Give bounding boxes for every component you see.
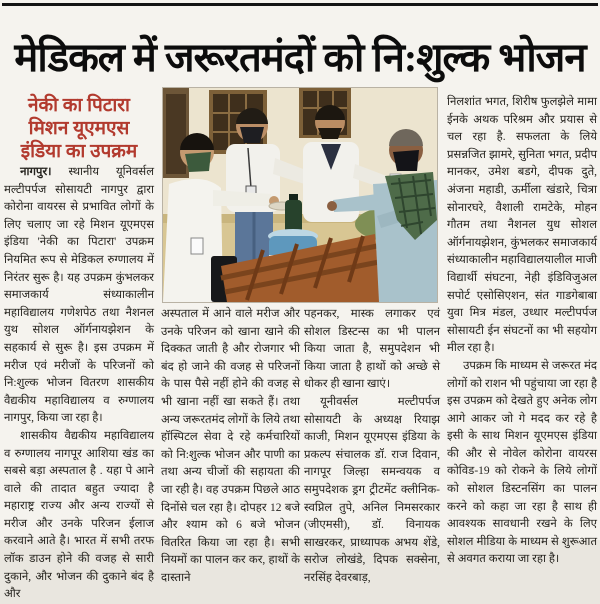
- column1-paragraph-2: शासकीय वैद्यकीय महाविद्यालय व रुग्णालय नागपूर आशिया खंड का सबसे बड़ा अस्पताल है . यहा पे आने वाले की तादात बहुत ज्यादा है महाराष्ट्र राज्य और अन्य राज्यों से मरीज और उनके परिजन ईलाज करवाने आते है। भारत में सभी तरफ लॉक डाउन होने की वजह से सारी दुकाने, और भोजन की दुकाने बंद है और: [4, 429, 154, 601]
- column4-paragraph-1: निलशांत भगत, शिरीष फुलझेले मामा ईनके अथक परिश्रम और प्रयास से चल रहा है. सफलता के लिये प्रसन्नजित झामरे, सुनिता भगत, प्रदीप मानकर, उमेश बडगे, दीपक दुते, अंजना महाडी, ऊर्मीला खंडारे, चित्रा सोनारघरे, वैशाली रामटेके, मोहन गौतम तथा नैशनल युध सोशल ऑर्गनायझेशन, कुंभलकर समाजकार्य संध्याकालीन महाविद्यालयालील माजी विद्यार्थी संघटना, नेही इंडिविजुअल सपोर्ट एसोसिएशन, संत गाडगेबाबा युवा मित्र मंडल, उध्धार मल्टीपर्पज सोसायटी ईन संघटनों का भी सहयोग मील रहा है।: [447, 96, 597, 355]
- column3-paragraph-2: यूनीवर्सल मल्टीपर्पज सोसायटी के अध्यक्ष रियाझ काजी, मिशन यूएमएस इंडिया के प्रकल्प संचालक डॉ. राज दिवान, नागपूर जिल्हा समन्वयक व समुपदेशक ड्रग ट्रीटमेंट क्लीनिक- स्वप्निल तुपे, अनिल निमसरकार (जीएमसी), डॉ. विनायक साखरकर, प्राध्यापक अभय शेंडे, सरोज लोखंडे, दिपक सक्सेना, नरसिंह देवरबाड़,: [304, 395, 440, 584]
- top-rule: [2, 3, 598, 6]
- column1-paragraph-1: स्थानीय यूनिवर्सल मल्टीपर्पज सोसायटी नागपुर द्वारा कोरोना वायरस से प्रभावित लोगों के लिए चलाए जा रहे मिशन यूएमएस इंडिया 'नेकी का पिटारा' उपक्रम नियमित रूप से मेडिकल रुग्णालय में निरंतर सुरू है। यह उपक्रम कुंभलकर समाजकार्य संध्याकालीन महाविद्यालय गणेशपेठ तथा नैशनल युथ सोशल ऑर्गनायझेशन के सहकार्य से सुरू है। इस उपक्रम में मरीज एवं मरीजों के परिजनों को नि:शुल्क भोजन वितरण शासकीय वैद्यकीय महाविद्यालय व रुग्णालय नागपुर, किया जा रहा है।: [4, 166, 154, 425]
- article-column-2: [161, 306, 300, 588]
- article-column-1: [4, 164, 154, 604]
- column2-paragraph-1: अस्पताल में आने वाले मरीज और उनके परिजन को खाना खाने की दिक्कत जाती है और रोजगार भी बंद हो जाने की वजह से परिजनों के पास पैसे नहीं होने की वजह से भी खाना नहीं खा सकते हैं। तथा अन्य जरूरतमंद लोगों के लिये तथा हॉस्पिटल सेवा दे रहे कर्मचारियों को नि:शुल्क भोजन और पाणी का तथा अन्य चीजों की सहायता की जा रही है। वह उपक्रम पिछले आठ दिनोंसे चल रहा है। दोपहर 12 बजे और श्याम को 6 बजे भोजन वितरित किया जा रहा है। सभी नियमों का पालन कर कर, हाथों के दास्ताने: [161, 308, 300, 584]
- sub-headline-line-3: इंडिया का उपक्रम: [20, 141, 138, 163]
- headline: मेडिकल में जरूरतमंदों को नि:शुल्क भोजन: [14, 34, 586, 80]
- column3-paragraph-1: पहनकर, मास्क लगाकर एवं सोशल डिस्टन्स का भी पालन किया जाता है, समुपदेशन भी किया जाता है हाथों को अच्छे से धोकर ही खाना खाएं।: [304, 308, 440, 391]
- mask-green-icon: [185, 152, 211, 172]
- news-photo: [163, 88, 437, 302]
- sub-headline-line-1: नेकी का पिटारा: [28, 95, 130, 116]
- beard-icon: [318, 128, 342, 139]
- sub-headline-line-2: मिशन यूएमएस: [28, 118, 130, 140]
- article-column-4: [447, 94, 597, 569]
- id-badge-icon: [191, 238, 203, 254]
- mask-black-icon: [240, 127, 264, 143]
- sub-headline: [4, 94, 154, 164]
- photo-doorway: [163, 88, 189, 178]
- dateline: नागपुर।: [20, 166, 52, 178]
- paragraph: [4, 164, 154, 428]
- column4-paragraph-2: उपक्रम कि माध्यम से जरूरत मंद लोगों को राशन भी पहुंचाया जा रहा है इस उपक्रम को देखते हुए अनेक लोग आगे आकर जो गे मदद कर रहे है इसी के साथ मिशन यूएमएस इंडिया की और से नोवेल कोरोना वायरस कोविड-19 को रोकने के लिये लोगों को सोशल डिस्टनसिंग का पालन करने को कहा जा रहा है साथ ही आवश्यक सावधानी रखने के लिए सोशल मीडिया के माध्यम से शुरूआत से अवगत कराया जा रहा है।: [447, 359, 597, 566]
- mask-black-icon: [393, 150, 419, 171]
- article-column-3: [304, 306, 440, 588]
- news-photo-illustration: [163, 88, 437, 302]
